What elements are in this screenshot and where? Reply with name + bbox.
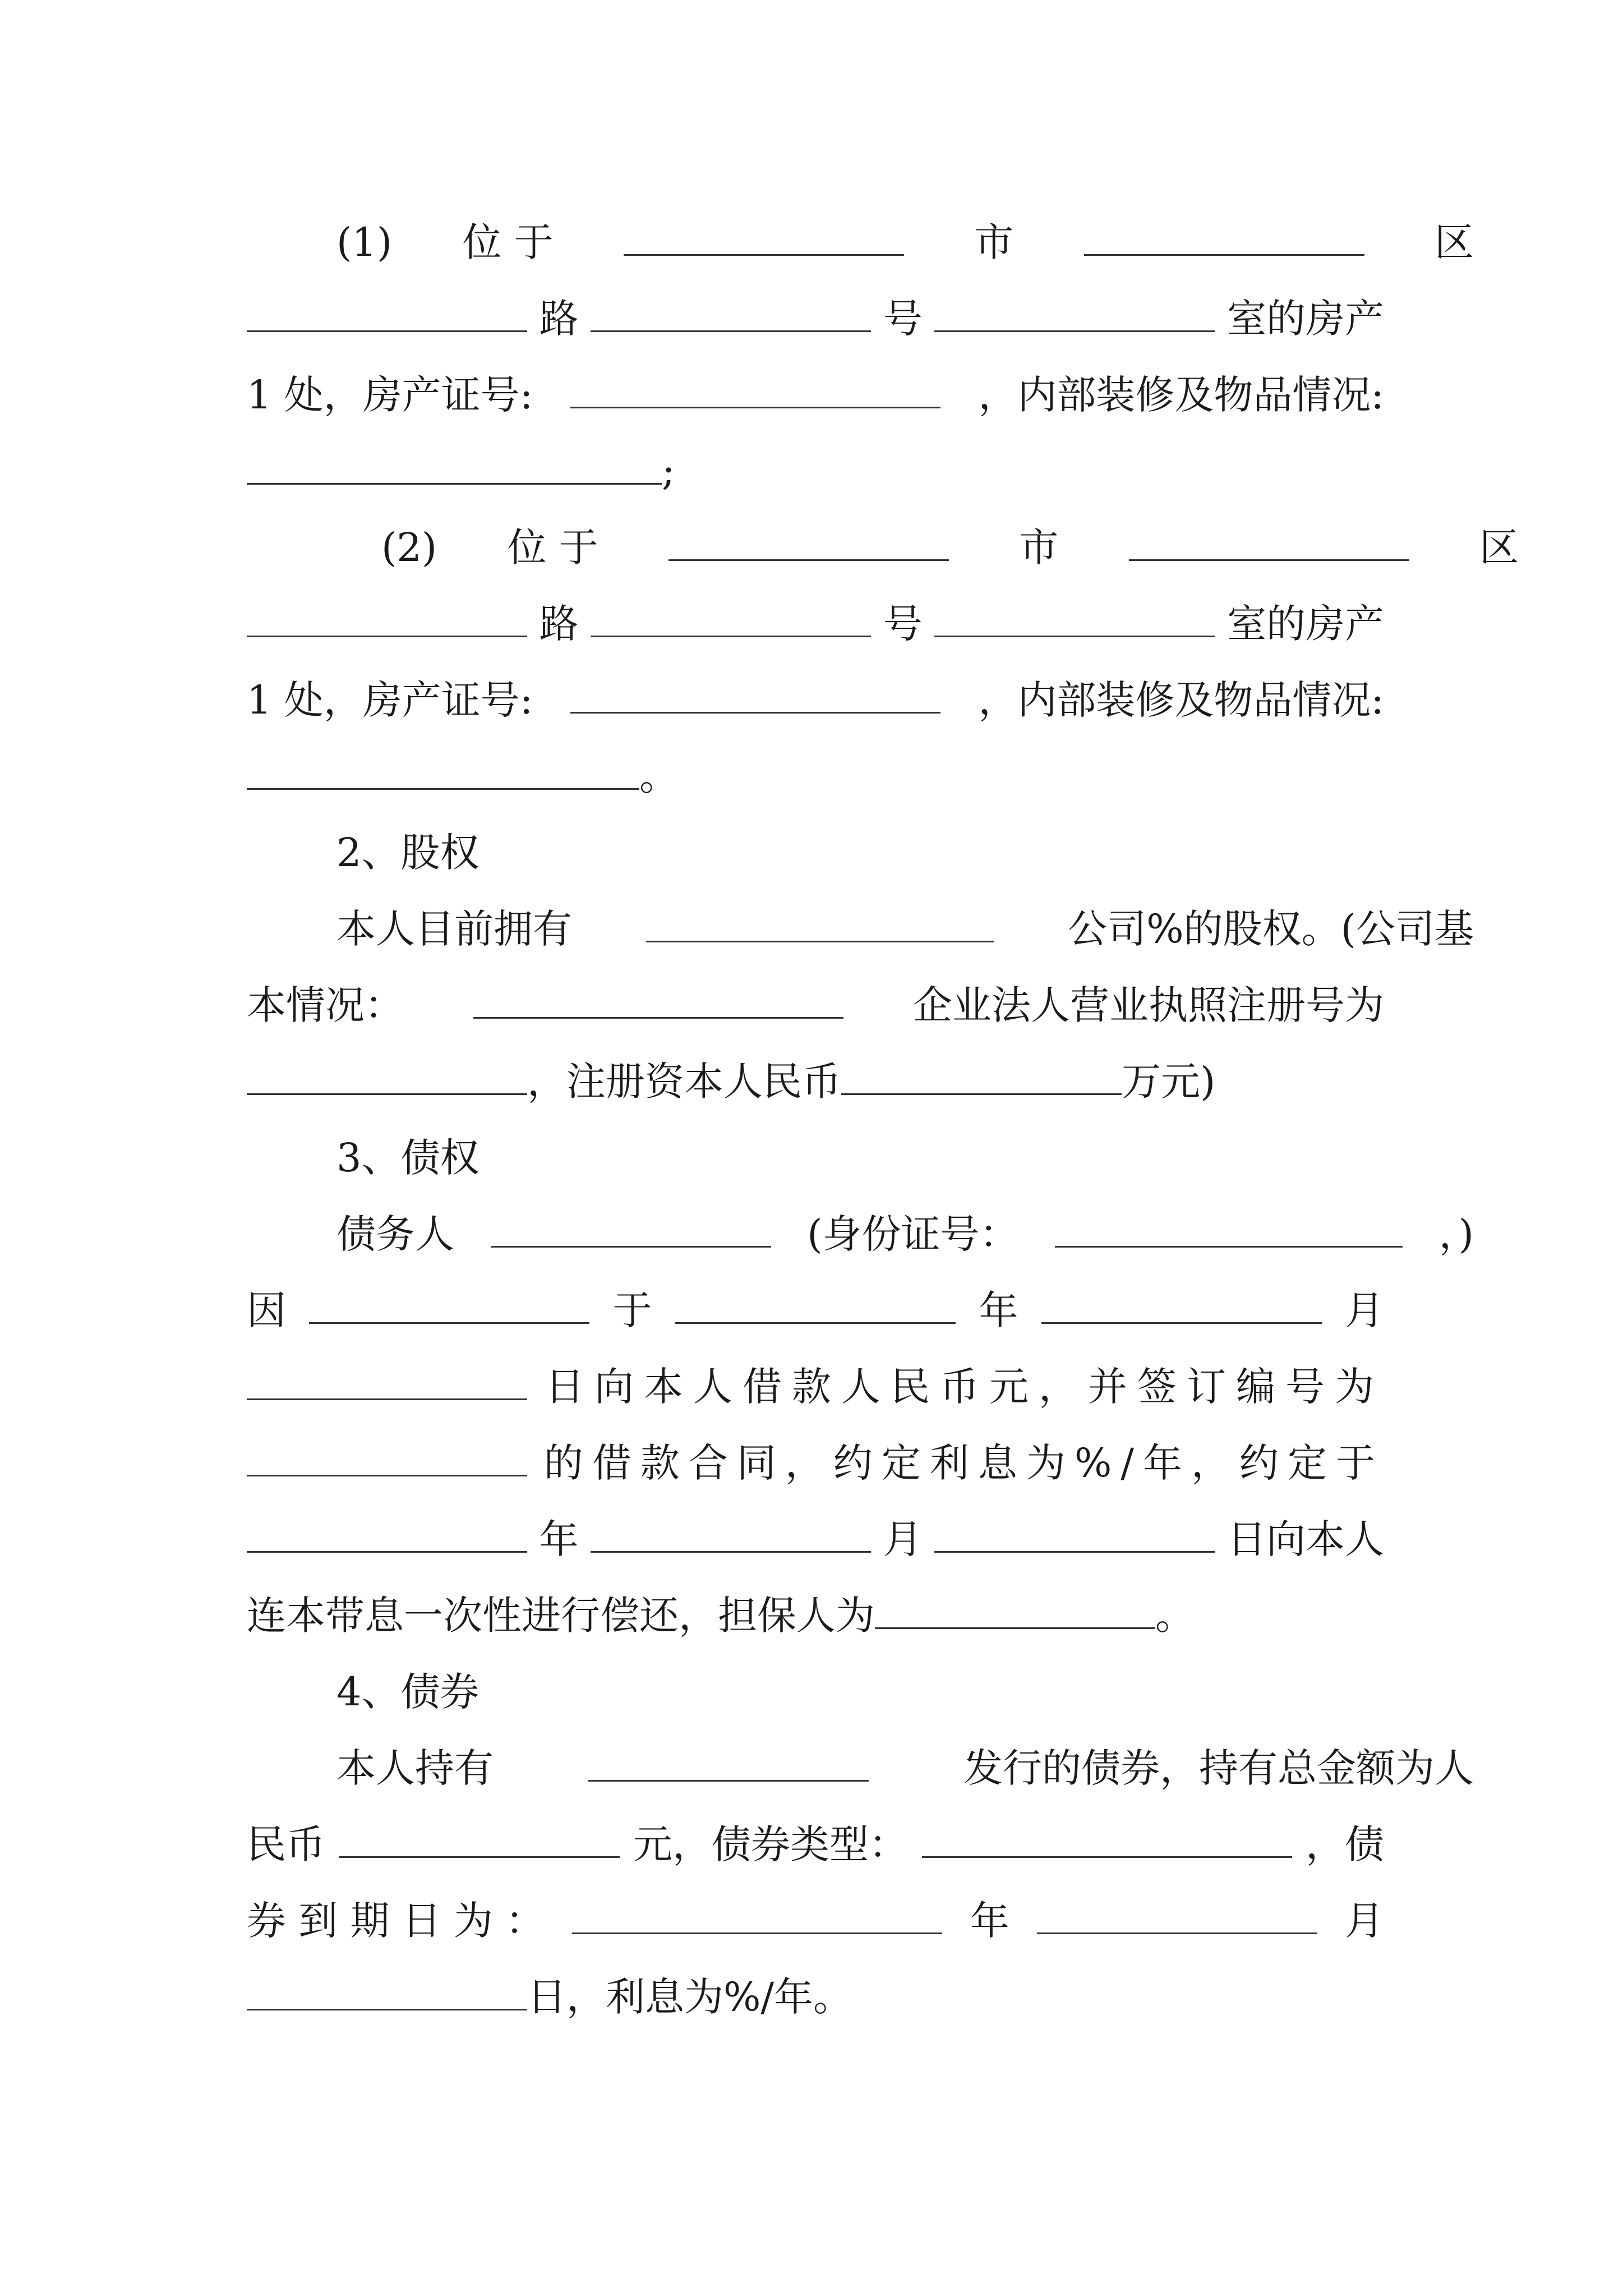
property-1-number: (1)	[336, 219, 393, 265]
id-end: ，)	[1438, 1211, 1474, 1257]
month-label: 月	[883, 1516, 923, 1562]
number-label: 号	[883, 296, 923, 342]
bond-line-3	[247, 1893, 1384, 1949]
property-1-line-1	[247, 214, 1474, 270]
bond-heading	[247, 1664, 1474, 1720]
credit-line-2	[247, 1282, 1384, 1338]
decor-label: ，内部装修及物品情况:	[978, 372, 1384, 418]
city-label: 市	[1019, 524, 1059, 570]
year-label: 年	[539, 1516, 579, 1562]
road-label: 路	[539, 296, 579, 342]
road-blank[interactable]	[247, 295, 527, 332]
road-blank[interactable]	[247, 600, 527, 637]
road-label: 路	[539, 601, 579, 647]
district-label: 区	[1434, 219, 1474, 265]
room-blank[interactable]	[934, 295, 1215, 332]
due-month-blank[interactable]	[1037, 1897, 1317, 1934]
capital-label: ，注册资本人民币	[527, 1059, 841, 1105]
credit-end: 。	[1155, 1593, 1195, 1639]
yuan-type-label: 元，债券类型：	[633, 1821, 908, 1867]
decor-blank[interactable]	[247, 752, 639, 790]
bond-line-2	[247, 1816, 1384, 1872]
number-blank[interactable]	[591, 295, 871, 332]
section-heading: 4、债券	[336, 1669, 479, 1715]
day-blank[interactable]	[247, 1363, 527, 1400]
guarantor-blank[interactable]	[875, 1591, 1155, 1629]
bond-end-text: 日，利息为%/年。	[527, 1974, 853, 2020]
hold-suffix: 发行的债券，持有总金额为人	[963, 1745, 1474, 1791]
own-suffix: 公司%的股权。(公司基	[1068, 906, 1474, 952]
rmb-label: 民币	[247, 1821, 325, 1867]
basic-info-blank[interactable]	[473, 981, 843, 1019]
room-suffix: 室的房产	[1227, 601, 1384, 647]
property-2-line-4	[247, 748, 1384, 804]
property-2-line-3	[247, 672, 1384, 728]
repay-month-blank[interactable]	[591, 1515, 871, 1553]
property-1-line-4	[247, 443, 1384, 499]
equity-line-1	[247, 901, 1474, 957]
decor-label: ，内部装修及物品情况:	[978, 677, 1384, 723]
bond-line-4	[247, 1969, 1384, 2025]
capital-suffix: 万元)	[1122, 1059, 1216, 1105]
month-label: 月	[1344, 1287, 1384, 1333]
company-blank[interactable]	[646, 905, 994, 942]
equity-heading	[247, 825, 1474, 881]
credit-line-5	[247, 1511, 1384, 1567]
repay-year-blank[interactable]	[247, 1515, 527, 1553]
contract-text: 的借款合同，约定利息为%/年，约定于	[543, 1440, 1384, 1486]
count-cert-label: 1 处，房产证号:	[247, 372, 533, 418]
located-label: 位 于	[462, 219, 554, 265]
id-number-blank[interactable]	[1055, 1210, 1403, 1248]
district-label: 区	[1479, 524, 1519, 570]
month-blank[interactable]	[1041, 1286, 1322, 1324]
room-blank[interactable]	[934, 600, 1215, 637]
hold-prefix: 本人持有	[336, 1745, 494, 1791]
city-blank[interactable]	[668, 523, 949, 561]
property-2-number: (2)	[381, 524, 437, 570]
day-repay-label: 日向本人	[1227, 1516, 1384, 1562]
repay-day-blank[interactable]	[934, 1515, 1215, 1553]
equity-line-2	[247, 977, 1384, 1033]
debtor-label: 债务人	[336, 1211, 454, 1257]
city-label: 市	[974, 219, 1014, 265]
property-2-line-1	[247, 519, 1519, 576]
reg-no-label: 企业法人营业执照注册号为	[913, 982, 1384, 1028]
cert-number-blank[interactable]	[570, 676, 940, 714]
id-label: (身份证号：	[807, 1211, 1019, 1257]
property-1-line-3	[247, 367, 1384, 423]
number-label: 号	[883, 601, 923, 647]
number-blank[interactable]	[591, 600, 871, 637]
issuer-blank[interactable]	[588, 1744, 869, 1782]
at-label: 于	[612, 1287, 652, 1333]
cert-number-blank[interactable]	[570, 371, 940, 408]
credit-line-4	[247, 1435, 1384, 1491]
credit-heading	[247, 1130, 1474, 1186]
city-blank[interactable]	[624, 218, 904, 256]
amount-blank[interactable]	[339, 1820, 620, 1858]
year-label: 年	[979, 1287, 1018, 1333]
because-label: 因	[247, 1287, 286, 1333]
property-1-line-2	[247, 291, 1384, 347]
decor-blank[interactable]	[247, 447, 662, 485]
contract-no-blank[interactable]	[247, 1439, 527, 1476]
due-day-blank[interactable]	[247, 1973, 527, 2010]
property-2-line-2	[247, 596, 1384, 652]
own-prefix: 本人目前拥有	[336, 906, 572, 952]
room-suffix: 室的房产	[1227, 296, 1384, 342]
section-heading: 3、债权	[336, 1135, 479, 1181]
reg-no-blank[interactable]	[247, 1057, 527, 1095]
bond-line-1	[247, 1740, 1474, 1796]
located-label: 位 于	[507, 524, 598, 570]
basic-info-label: 本情况：	[247, 982, 404, 1028]
year-blank[interactable]	[675, 1286, 956, 1324]
credit-line-6	[247, 1588, 1384, 1644]
district-blank[interactable]	[1129, 523, 1409, 561]
due-year-blank[interactable]	[572, 1897, 942, 1934]
district-blank[interactable]	[1084, 218, 1364, 256]
property-2-end: 。	[639, 753, 679, 799]
debtor-blank[interactable]	[491, 1210, 771, 1248]
count-cert-label: 1 处，房产证号:	[247, 677, 533, 723]
year-label: 年	[970, 1898, 1009, 1944]
property-1-end: ;	[662, 448, 675, 494]
comma-label: ，债	[1306, 1821, 1384, 1867]
due-label: 券 到 期 日 为 ：	[247, 1898, 545, 1944]
reason-blank[interactable]	[309, 1286, 589, 1324]
month-label: 月	[1344, 1898, 1384, 1944]
credit-line-1	[247, 1206, 1474, 1262]
repay-text: 连本带息一次性进行偿还，担保人为	[247, 1593, 875, 1639]
equity-line-3	[247, 1053, 1384, 1110]
capital-blank[interactable]	[841, 1057, 1122, 1095]
loan-text: 日向本人借款人民币元，并签订编号为	[545, 1364, 1384, 1410]
bond-type-blank[interactable]	[922, 1820, 1292, 1858]
section-heading: 2、股权	[336, 830, 479, 876]
credit-line-3	[247, 1359, 1384, 1415]
